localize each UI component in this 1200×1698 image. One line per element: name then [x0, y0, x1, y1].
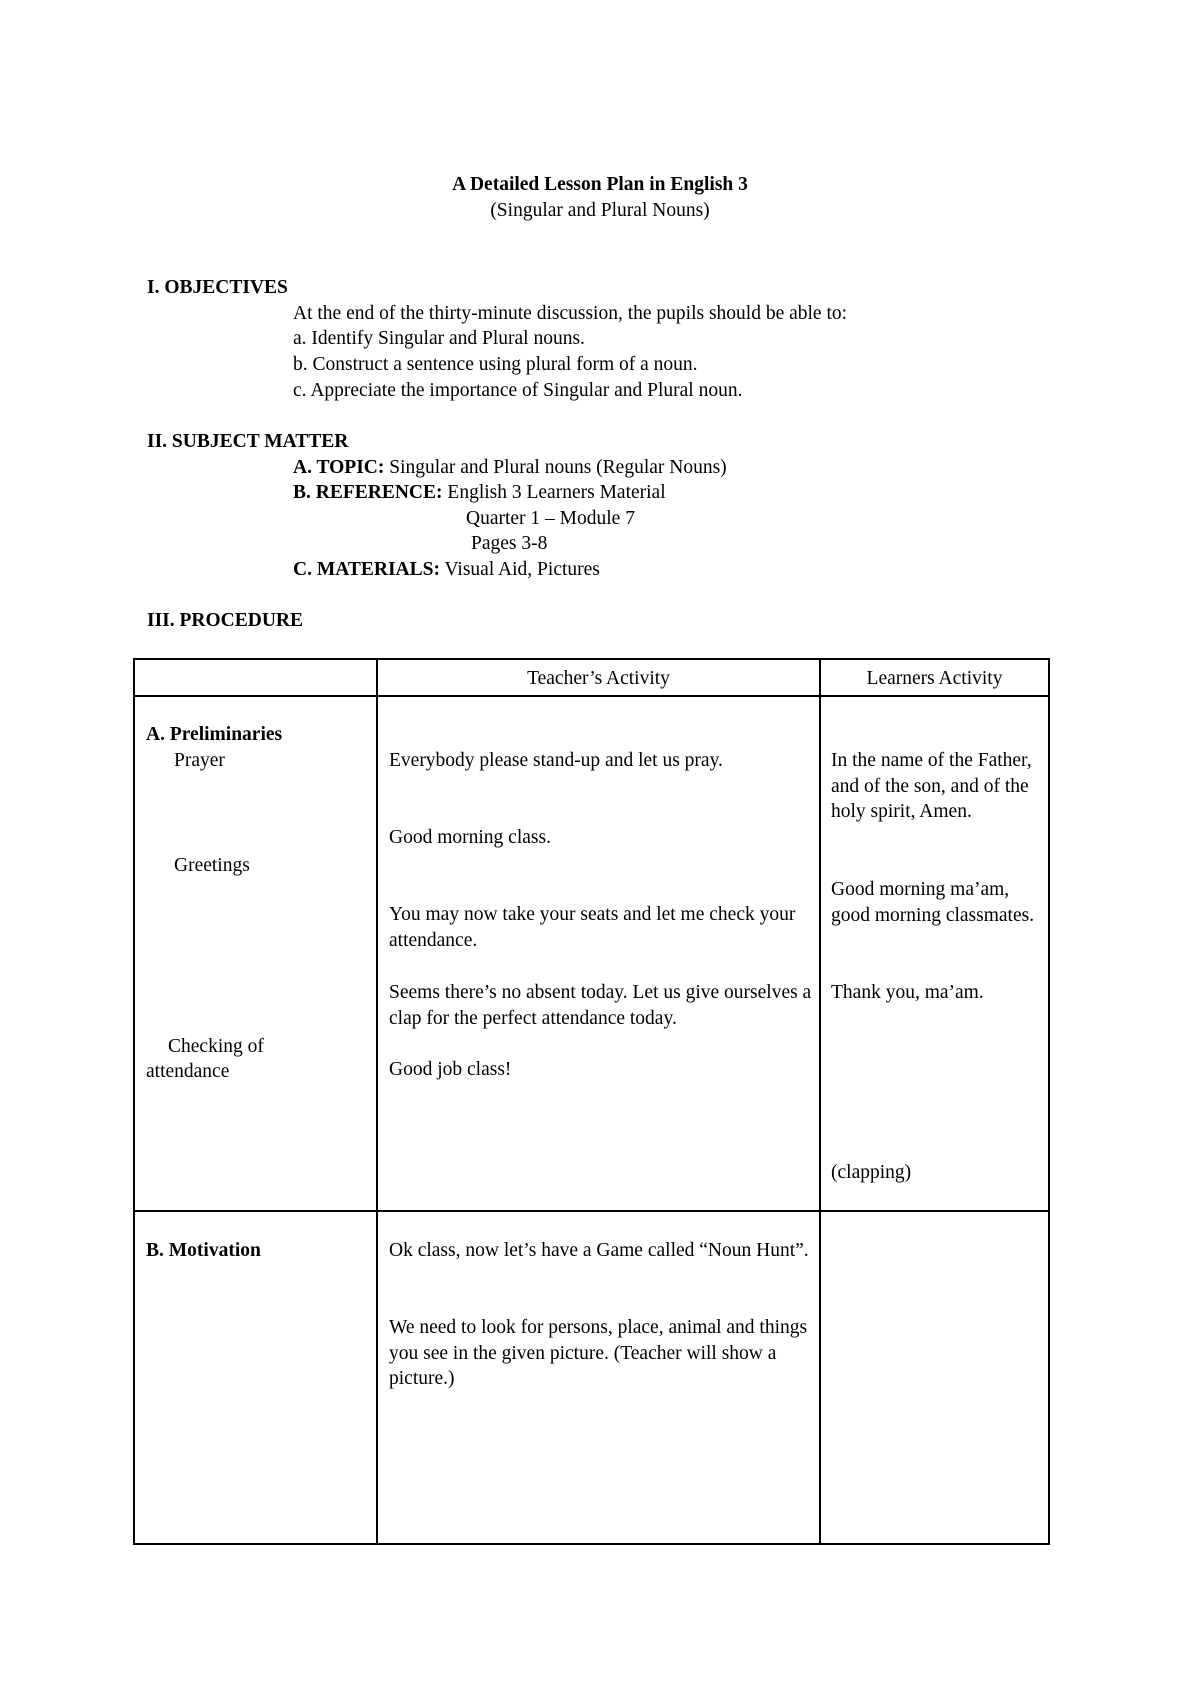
topic-value: Singular and Plural nouns (Regular Nouns): [389, 457, 727, 478]
learners-clapping-text: (clapping): [831, 1162, 912, 1183]
reference-quarter: Quarter 1 – Module 7: [466, 508, 635, 529]
table-border-left: [133, 658, 135, 1545]
reference-line: [293, 480, 666, 506]
materials-value: Visual Aid, Pictures: [444, 559, 600, 580]
materials-line: [293, 557, 600, 583]
teacher-no-absent-text: Seems there’s no absent today. Let us give ourselves a clap for the perfect attendance today.: [389, 982, 812, 1029]
column-header-learners: Learners Activity: [866, 668, 1003, 689]
learners-thank-you-text: Thank you, ma’am.: [831, 982, 984, 1003]
motivation-label: B. Motivation: [146, 1240, 261, 1261]
objective-item-a: a. Identify Singular and Plural nouns.: [293, 328, 585, 349]
document-title: A Detailed Lesson Plan in English 3: [452, 174, 748, 195]
learners-greeting-text: Good morning ma’am, good morning classmates.: [831, 879, 1035, 926]
table-border-right: [1048, 658, 1050, 1545]
objective-item-b: b. Construct a sentence using plural form of a noun.: [293, 354, 698, 375]
checking-attendance-label-2: attendance: [146, 1061, 230, 1082]
column-header-teacher: Teacher’s Activity: [527, 668, 670, 689]
reference-value: English 3 Learners Material: [447, 482, 666, 503]
reference-label: B. REFERENCE:: [293, 482, 443, 503]
teacher-prayer-text: Everybody please stand-up and let us pray.: [389, 750, 723, 771]
table-border-bottom: [133, 1543, 1050, 1545]
document-subtitle: (Singular and Plural Nouns): [490, 200, 710, 221]
table-border-top: [133, 658, 1050, 660]
objectives-intro: At the end of the thirty-minute discussion, the pupils should be able to:: [293, 303, 848, 324]
preliminaries-label: A. Preliminaries: [146, 724, 283, 745]
materials-label: C. MATERIALS:: [293, 559, 440, 580]
subject-matter-heading: II. SUBJECT MATTER: [147, 431, 349, 452]
reference-pages: Pages 3-8: [471, 533, 548, 554]
table-col-divider-2: [819, 658, 821, 1545]
procedure-heading: III. PROCEDURE: [147, 610, 304, 631]
objective-item-c: c. Appreciate the importance of Singular and Plural noun.: [293, 380, 743, 401]
topic-label: A. TOPIC:: [293, 457, 385, 478]
greetings-label: Greetings: [174, 855, 250, 876]
learners-prayer-text: In the name of the Father, and of the son, and of the holy spirit, Amen.: [831, 750, 1032, 822]
teacher-good-job-text: Good job class!: [389, 1059, 512, 1080]
objectives-heading: I. OBJECTIVES: [147, 277, 288, 298]
checking-attendance-label-1: Checking of: [168, 1036, 264, 1057]
teacher-attendance-text: You may now take your seats and let me check your attendance.: [389, 904, 796, 951]
topic-line: [293, 455, 727, 481]
teacher-greeting-text: Good morning class.: [389, 827, 551, 848]
table-header-divider: [133, 695, 1050, 697]
teacher-noun-hunt-text: Ok class, now let’s have a Game called “Noun Hunt”.: [389, 1240, 809, 1261]
table-row-divider: [133, 1210, 1050, 1212]
table-col-divider-1: [376, 658, 378, 1545]
teacher-picture-text: We need to look for persons, place, animal and things you see in the given picture. (Teacher will show a picture.): [389, 1317, 808, 1389]
prayer-label: Prayer: [174, 750, 225, 771]
